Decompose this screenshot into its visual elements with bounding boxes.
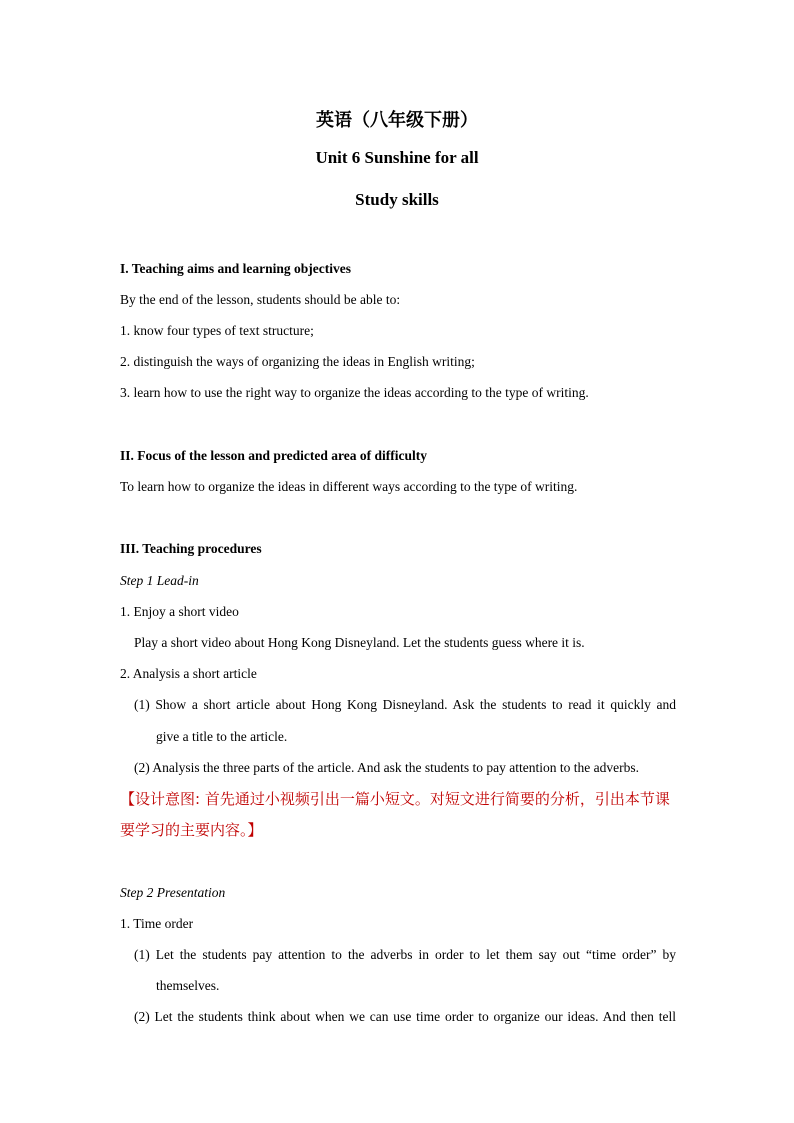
step1-item2: 2. Analysis a short article (120, 666, 257, 681)
step1-sub1-line2: give a title to the article. (156, 729, 288, 744)
unit-title: Unit 6 Sunshine for all (315, 148, 479, 167)
section2-heading: II. Focus of the lesson and predicted area of difficulty (120, 448, 427, 463)
step2-sub1-line2: themselves. (156, 978, 220, 993)
section3-heading: III. Teaching procedures (120, 541, 262, 556)
step2-title: Step 2 Presentation (120, 885, 226, 900)
lesson-title: Study skills (355, 190, 439, 209)
objective-item: 2. distinguish the ways of organizing the ideas in English writing; (120, 354, 475, 369)
section2-text: To learn how to organize the ideas in different ways according to the type of writing. (120, 479, 578, 494)
step1-item1-detail: Play a short video about Hong Kong Disneyland. Let the students guess where it is. (134, 635, 585, 650)
section1-heading: I. Teaching aims and learning objectives (120, 261, 352, 276)
step2-sub1-line1: (1) Let the students pay attention to the adverbs in order to let them say out “time order” by (134, 947, 676, 962)
step1-item1: 1. Enjoy a short video (120, 604, 239, 619)
subject-title: 英语（八年级下册） (316, 110, 478, 130)
step1-sub1-line1: (1) Show a short article about Hong Kong Disneyland. Ask the students to read it quickly and (134, 697, 676, 712)
step2-sub2: (2) Let the students think about when we can use time order to organize our ideas. And then tell (134, 1009, 676, 1024)
step2-item1: 1. Time order (120, 916, 194, 931)
step1-sub2: (2) Analysis the three parts of the article. And ask the students to pay attention to the adverbs. (134, 760, 639, 775)
section1-intro: By the end of the lesson, students should be able to: (120, 292, 401, 307)
step1-title: Step 1 Lead-in (120, 573, 199, 588)
design-intent-note: 【设计意图: 首先通过小视频引出一篇小短文。对短文进行简要的分析，引出本节课要学习的主要内容。】 (120, 790, 670, 839)
objective-item: 3. learn how to use the right way to organize the ideas according to the type of writing. (120, 385, 589, 400)
objective-item: 1. know four types of text structure; (120, 323, 314, 338)
